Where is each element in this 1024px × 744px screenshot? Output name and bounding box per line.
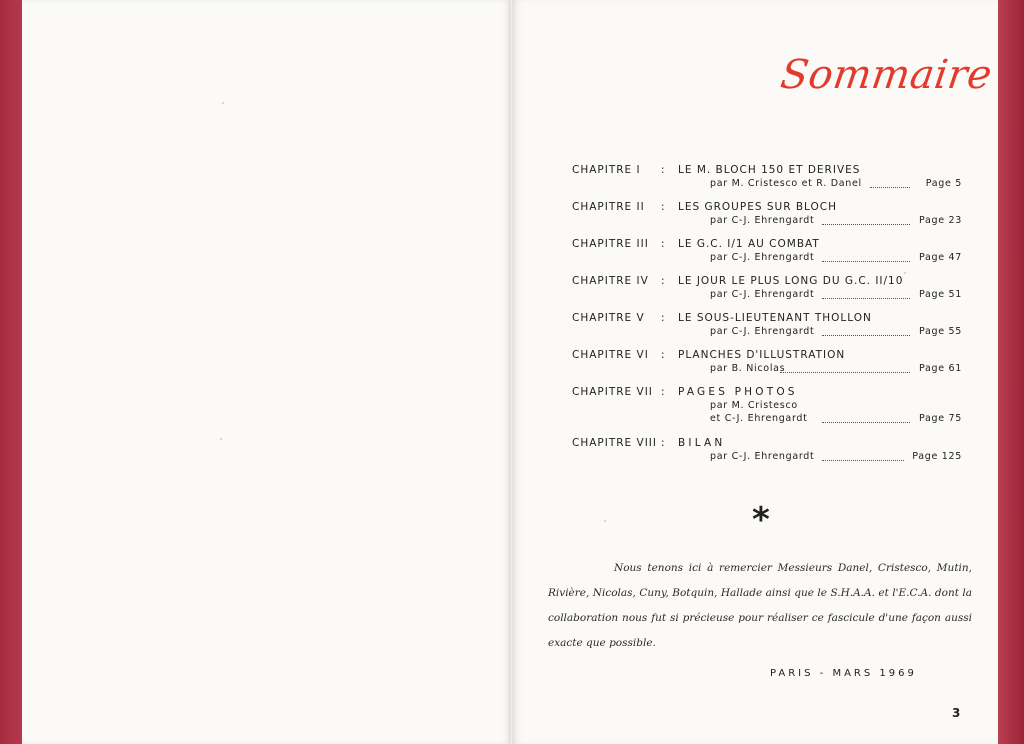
chapter-author: par C-J. Ehrengardt xyxy=(710,326,815,337)
chapter-byline xyxy=(710,252,962,263)
chapter-byline xyxy=(710,178,962,189)
toc-entry xyxy=(572,386,962,437)
chapter-page: Page 5 xyxy=(925,178,962,189)
chapter-byline xyxy=(710,289,962,300)
chapter-author: et C-J. Ehrengardt xyxy=(710,413,808,424)
dateline: PARIS - MARS 1969 xyxy=(770,668,917,679)
chapter-subject: LE JOUR LE PLUS LONG DU G.C. II/10 xyxy=(678,275,904,287)
chapter-subject: LE SOUS-LIEUTENANT THOLLON xyxy=(678,312,872,324)
chapter-colon: : xyxy=(661,238,666,250)
chapter-author: par M. Cristesco et R. Danel xyxy=(710,178,862,189)
chapter-colon: : xyxy=(661,164,666,176)
dot-leader xyxy=(822,460,904,461)
page-title: Sommaire xyxy=(777,52,995,98)
paper-speck xyxy=(220,438,222,440)
chapter-author: par C-J. Ehrengardt xyxy=(710,215,815,226)
chapter-page: Page 47 xyxy=(918,252,962,263)
chapter-subject: BILAN xyxy=(678,437,726,449)
chapter-page: Page 55 xyxy=(918,326,962,337)
toc-entry xyxy=(572,312,962,349)
chapter-byline xyxy=(710,326,962,337)
toc-entry xyxy=(572,201,962,238)
chapter-page: Page 23 xyxy=(918,215,962,226)
dot-leader xyxy=(822,422,910,423)
cover-edge-right xyxy=(996,0,1024,744)
chapter-number: CHAPITRE VII xyxy=(572,386,653,398)
chapter-subject: PAGES PHOTOS xyxy=(678,386,798,398)
chapter-colon: : xyxy=(661,386,666,398)
table-of-contents xyxy=(572,164,962,474)
dot-leader xyxy=(822,261,910,262)
chapter-number: CHAPITRE II xyxy=(572,201,645,213)
chapter-subject: PLANCHES D'ILLUSTRATION xyxy=(678,349,846,361)
dot-leader xyxy=(870,187,910,188)
chapter-number: CHAPITRE III xyxy=(572,238,649,250)
chapter-number: CHAPITRE IV xyxy=(572,275,649,287)
chapter-colon: : xyxy=(661,201,666,213)
chapter-author: par C-J. Ehrengardt xyxy=(710,252,815,263)
toc-entry xyxy=(572,275,962,312)
asterisk-ornament: * xyxy=(752,500,770,540)
toc-entry xyxy=(572,164,962,201)
chapter-byline xyxy=(710,215,962,226)
chapter-colon: : xyxy=(661,349,666,361)
chapter-author: par C-J. Ehrengardt xyxy=(710,289,815,300)
chapter-number: CHAPITRE VI xyxy=(572,349,649,361)
chapter-subject: LE G.C. I/1 AU COMBAT xyxy=(678,238,820,250)
chapter-page: Page 125 xyxy=(912,451,962,462)
dot-leader xyxy=(822,335,910,336)
chapter-byline xyxy=(710,363,962,374)
chapter-author-line1: par M. Cristesco xyxy=(710,400,798,411)
chapter-number: CHAPITRE I xyxy=(572,164,641,176)
left-page xyxy=(22,0,512,744)
chapter-page: Page 51 xyxy=(918,289,962,300)
chapter-page: Page 75 xyxy=(918,413,962,424)
chapter-number: CHAPITRE VIII xyxy=(572,437,657,449)
paper-speck xyxy=(604,520,606,522)
toc-entry xyxy=(572,437,962,474)
chapter-page: Page 61 xyxy=(918,363,962,374)
chapter-byline xyxy=(710,413,962,424)
chapter-author: par B. Nicolas xyxy=(710,363,786,374)
toc-entry xyxy=(572,238,962,275)
dot-leader xyxy=(822,224,910,225)
chapter-colon: : xyxy=(661,437,666,449)
chapter-colon: : xyxy=(661,275,666,287)
chapter-colon: : xyxy=(661,312,666,324)
acknowledgement-paragraph: Nous tenons ici à remercier Messieurs Danel, Cristesco, Mutin, Rivière, Nicolas, Cuny, Botquin, Hallade ainsi que le S.H.A.A. et l'E.C.A. dont la collaboration nous fut si précieuse pour réaliser ce fascicule d'une façon aussi exacte que possible. xyxy=(548,562,972,649)
chapter-number: CHAPITRE V xyxy=(572,312,645,324)
paper-speck xyxy=(222,102,224,104)
page-number: 3 xyxy=(952,706,961,720)
chapter-subject: LES GROUPES SUR BLOCH xyxy=(678,201,837,213)
chapter-subject: LE M. BLOCH 150 ET DERIVES xyxy=(678,164,861,176)
toc-entry xyxy=(572,349,962,386)
dot-leader xyxy=(780,372,910,373)
dot-leader xyxy=(822,298,910,299)
chapter-author: par C-J. Ehrengardt xyxy=(710,451,815,462)
chapter-byline xyxy=(710,451,962,462)
